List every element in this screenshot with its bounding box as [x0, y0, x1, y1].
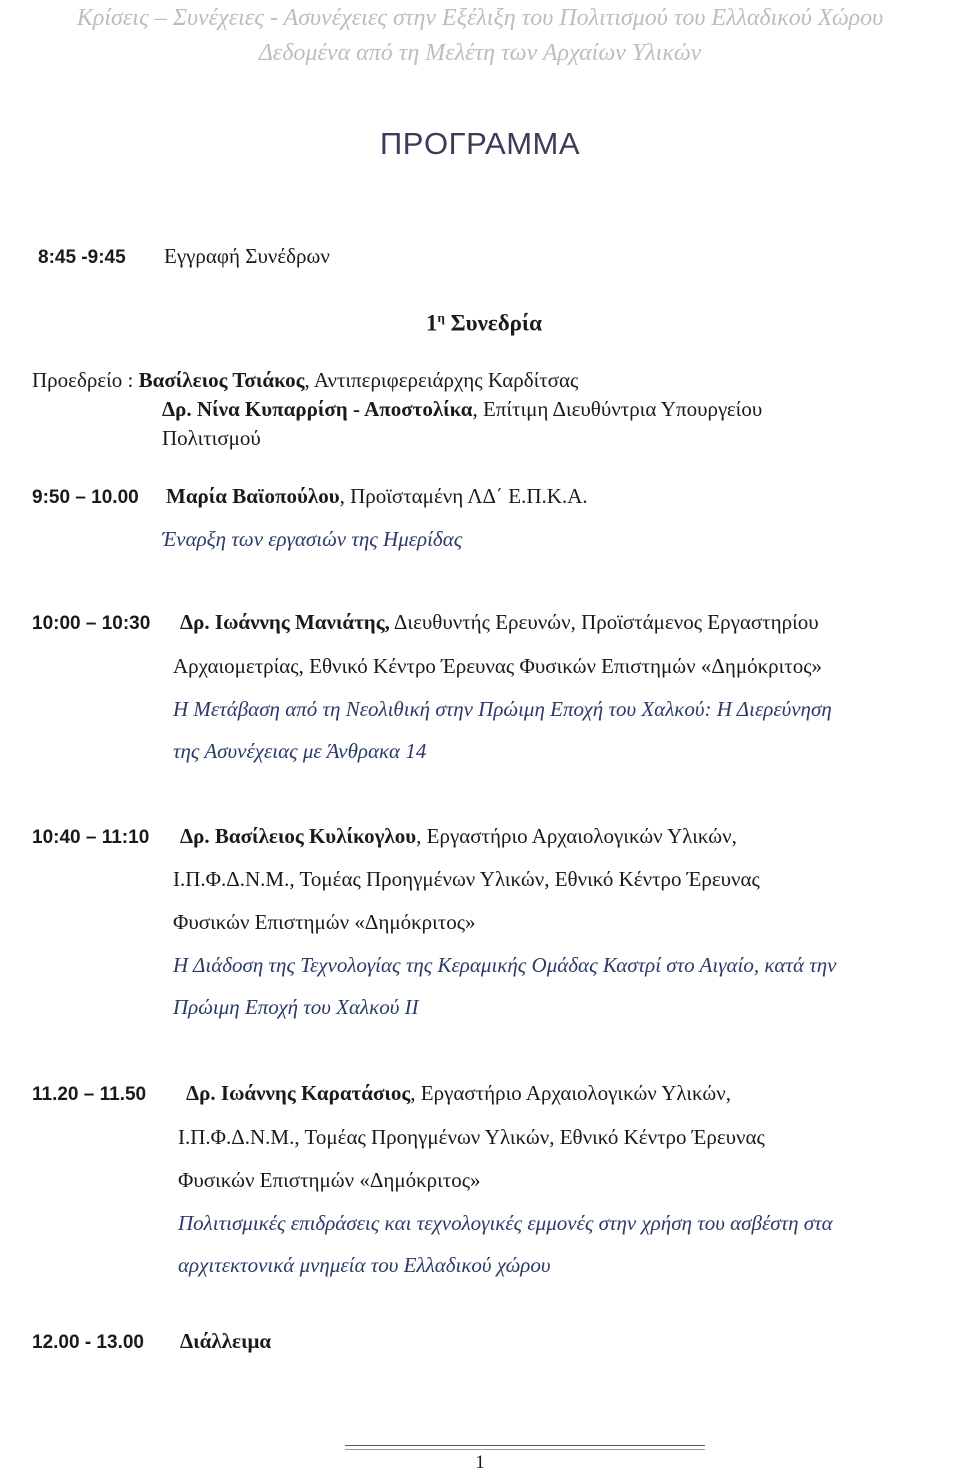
talk-2-row-1 [32, 608, 819, 638]
talk-3-time: 10:40 – 11:10 [32, 827, 150, 848]
talk-2-speaker: Δρ. Ιωάννης Μανιάτης, [180, 610, 390, 634]
registration-label: Εγγραφή Συνέδρων [164, 244, 330, 268]
talk-4-affiliation-1: , Εργαστήριο Αρχαιολογικών Υλικών, [410, 1081, 731, 1105]
presidium-row-2 [162, 395, 762, 423]
presidium-row-1 [32, 366, 578, 394]
talk-2-affiliation-2: Αρχαιομετρίας, Εθνικό Κέντρο Έρευνας Φυσικών Επιστημών «Δημόκριτος» [173, 654, 823, 678]
talk-4-time: 11.20 – 11.50 [32, 1084, 147, 1105]
header-line-2: Δεδομένα από τη Μελέτη των Αρχαίων Υλικών [258, 40, 702, 66]
session-number-suffix: η [437, 310, 445, 325]
presidium-member-1-name: Βασίλειος Τσιάκος [138, 368, 305, 392]
talk-4-affiliation-3: Φυσικών Επιστημών «Δημόκριτος» [178, 1168, 481, 1192]
break-time: 12.00 - 13.00 [32, 1332, 144, 1353]
talk-3-row-2 [173, 865, 760, 893]
presidium-row-3 [162, 424, 261, 452]
talk-3-speaker: Δρ. Βασίλειος Κυλίκογλου [180, 824, 417, 848]
presidium-member-2-role: , Επίτιμη Διευθύντρια Υπουργείου [472, 397, 763, 421]
session-heading [426, 304, 542, 338]
talk-2-title-1: Η Μετάβαση από τη Νεολιθική στην Πρώιμη Εποχή του Χαλκού: Η Διερεύνηση [173, 697, 832, 721]
presidium-member-2-role-cont: Πολιτισμού [162, 426, 261, 450]
talk-1-speaker: Μαρία Βαϊοπούλου [166, 484, 340, 508]
talk-1-time: 9:50 – 10.00 [32, 487, 139, 508]
talk-4-row-1 [32, 1079, 731, 1109]
presidium-member-2-name: Δρ. Νίνα Κυπαρρίση - Αποστολίκα [162, 397, 473, 421]
talk-3-title-1: Η Διάδοση της Τεχνολογίας της Κεραμικής Ομάδας Καστρί στο Αιγαίο, κατά την [173, 953, 837, 977]
talk-3-institute: Ι.Π.Φ.Δ.Ν.Μ. [173, 867, 290, 891]
session-number: 1 [426, 310, 438, 336]
page-number: 1 [475, 1452, 485, 1473]
talk-4-title-2: αρχιτεκτονικά μνημεία του Ελλαδικού χώρου [178, 1253, 551, 1277]
talk-2-time: 10:00 – 10:30 [32, 613, 151, 634]
presidium-label: Προεδρείο : [32, 368, 134, 392]
talk-3-affiliation-3: Φυσικών Επιστημών «Δημόκριτος» [173, 910, 476, 934]
talk-4-institute: Ι.Π.Φ.Δ.Ν.Μ. [178, 1125, 295, 1149]
talk-3-title-2: Πρώιμη Εποχή του Χαλκού ΙΙ [173, 995, 419, 1019]
talk-1-affiliation: , Προϊσταμένη ΛΔ΄ Ε.Π.Κ.Α. [339, 484, 588, 508]
talk-1-title: Έναρξη των εργασιών της Ημερίδας [162, 527, 463, 551]
header-line-1: Κρίσεις – Συνέχειες - Ασυνέχειες στην Εξέλιξη του Πολιτισμού του Ελλαδικού Χώρου [76, 5, 884, 31]
talk-3-affiliation-2: , Τομέας Προηγμένων Υλικών, Εθνικό Κέντρο Έρευνας [289, 867, 760, 891]
talk-4-affiliation-2: , Τομέας Προηγμένων Υλικών, Εθνικό Κέντρο Έρευνας [294, 1125, 765, 1149]
footer-divider-2 [345, 1449, 705, 1450]
footer-divider [345, 1445, 705, 1446]
talk-4-speaker: Δρ. Ιωάννης Καρατάσιος [186, 1081, 411, 1105]
document-header [0, 0, 960, 69]
talk-4-row-2 [178, 1123, 765, 1151]
presidium-member-1-role: , Αντιπεριφερειάρχης Καρδίτσας [304, 368, 579, 392]
talk-3-row-1 [32, 822, 737, 852]
talk-2-title-2: της Ασυνέχειας με Άνθρακα 14 [173, 739, 427, 763]
registration-time: 8:45 -9:45 [38, 247, 126, 268]
program-title: ΠΡΟΓΡΑΜΜΑ [379, 126, 581, 161]
break-row [32, 1327, 271, 1357]
break-label: Διάλλειμα [180, 1329, 272, 1353]
registration-row [38, 242, 330, 272]
talk-2-affiliation-1: Διευθυντής Ερευνών, Προϊστάμενος Εργαστηρίου [389, 610, 819, 634]
talk-1-row [32, 482, 588, 512]
session-label: Συνεδρία [450, 310, 542, 336]
talk-3-affiliation-1: , Εργαστήριο Αρχαιολογικών Υλικών, [416, 824, 737, 848]
talk-4-title-1: Πολιτισμικές επιδράσεις και τεχνολογικές εμμονές στην χρήση του ασβέστη στα [178, 1211, 833, 1235]
